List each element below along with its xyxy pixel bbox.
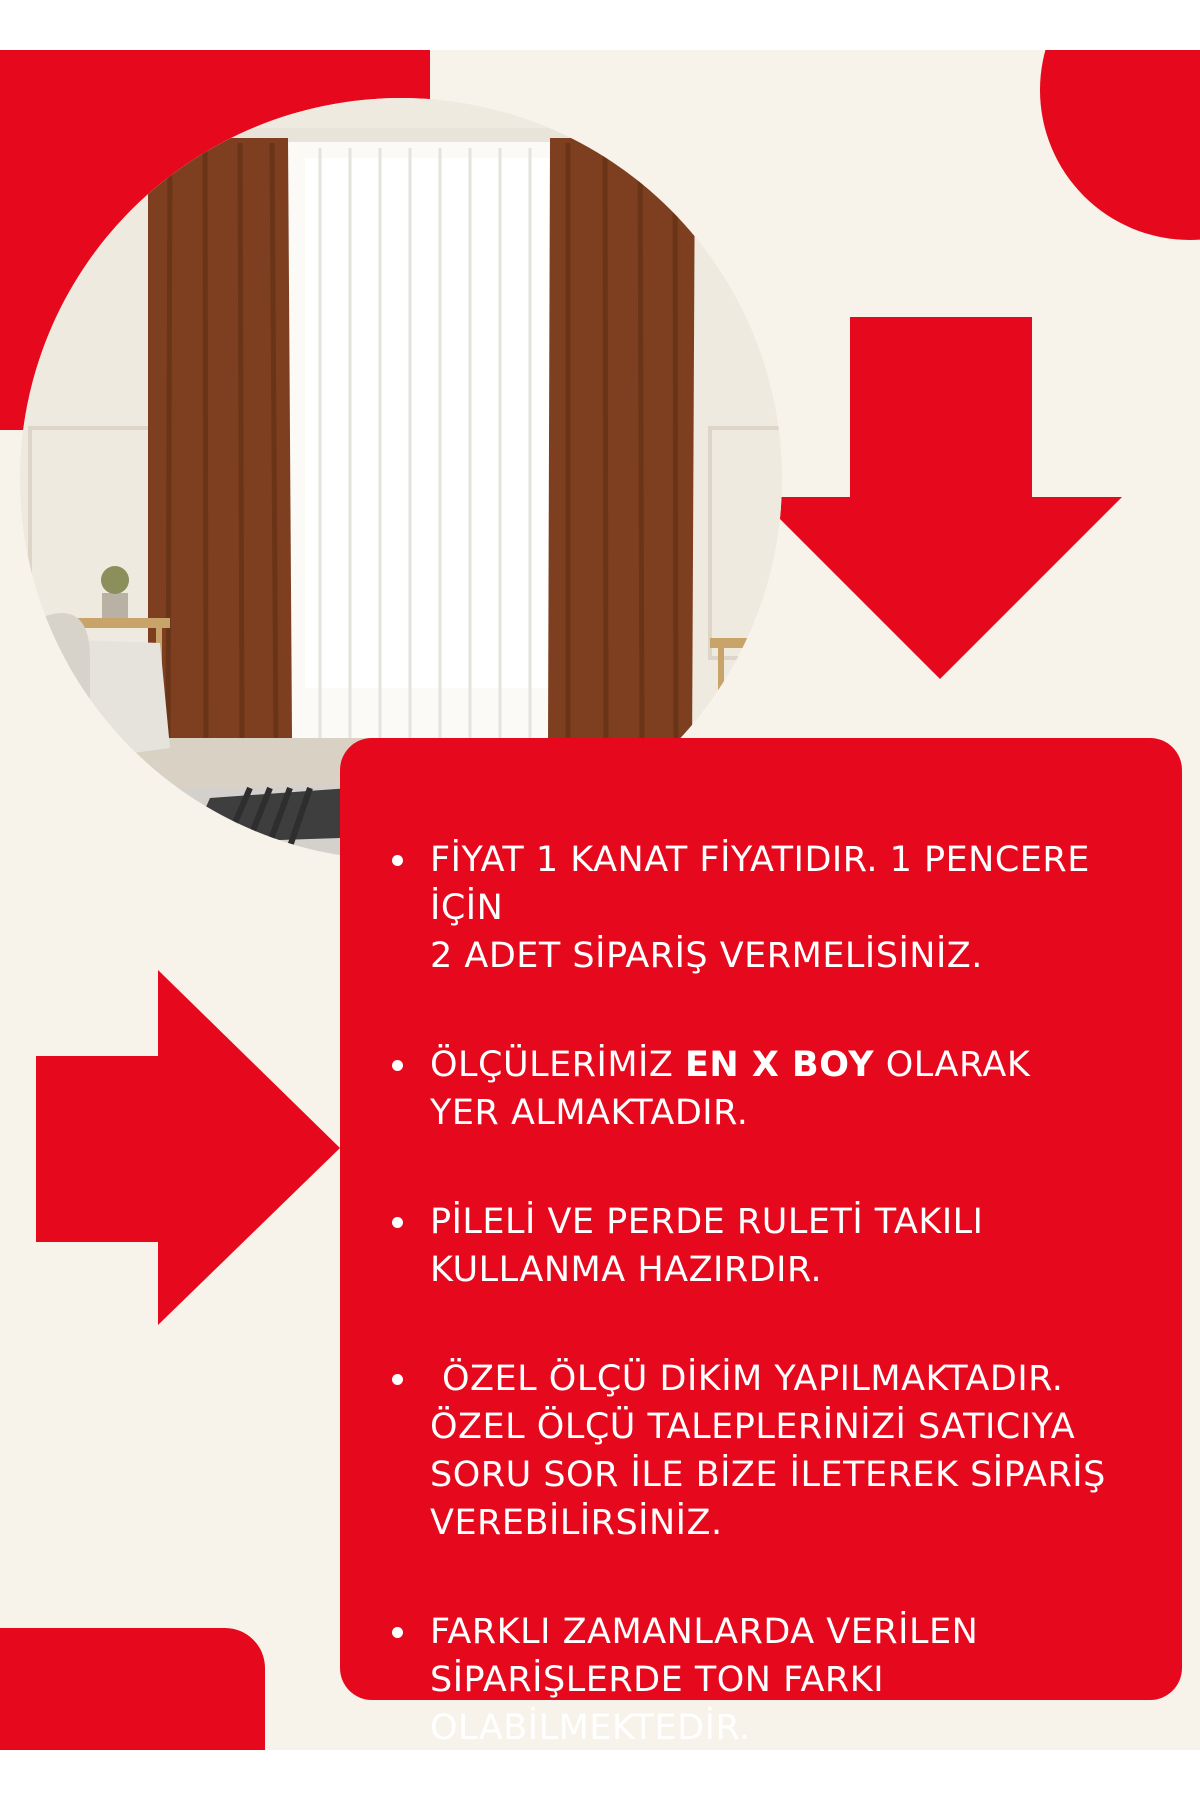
info-text-line — [430, 1041, 1164, 1089]
info-item-price — [392, 836, 1164, 980]
right-curtain — [548, 138, 695, 758]
bullet-icon — [392, 1060, 403, 1071]
info-text-line: ÖZEL ÖLÇÜ TALEPLERİNİZİ SATICIYA — [430, 1407, 1076, 1447]
info-item-custom-size — [392, 1355, 1164, 1547]
info-text-line: SORU SOR İLE BİZE İLETEREK SİPARİŞ — [430, 1455, 1106, 1495]
red-corner-shape-bottom-left — [0, 1628, 265, 1750]
info-text-part: ÖLÇÜLERİMİZ — [430, 1045, 685, 1085]
info-text-line: YER ALMAKTADIR. — [430, 1093, 749, 1133]
info-text-line: KULLANMA HAZIRDIR. — [430, 1250, 823, 1290]
bullet-icon — [392, 1627, 403, 1638]
info-text-line: 2 ADET SİPARİŞ VERMELİSİNİZ. — [430, 936, 983, 976]
info-item-tone — [392, 1608, 1164, 1750]
infographic-canvas — [0, 50, 1200, 1750]
arrow-right-icon — [36, 970, 340, 1325]
bullet-icon — [392, 855, 403, 866]
left-curtain — [148, 138, 292, 758]
info-item-pleats — [392, 1198, 1164, 1294]
info-item-dimensions — [392, 1041, 1164, 1137]
info-text-line: FİYAT 1 KANAT FİYATIDIR. 1 PENCERE İÇİN — [430, 840, 1090, 928]
info-list — [392, 836, 1164, 1750]
red-circle-shape-top-right — [1040, 50, 1200, 240]
info-text-line: OLABİLMEKTEDİR. — [430, 1708, 751, 1748]
bullet-icon — [392, 1374, 403, 1385]
info-text-line: PİLELİ VE PERDE RULETİ TAKILI — [430, 1202, 984, 1242]
arrow-down-icon — [758, 317, 1122, 679]
info-text-line: VEREBİLİRSİNİZ. — [430, 1503, 723, 1543]
info-text-line: ÖZEL ÖLÇÜ DİKİM YAPILMAKTADIR. — [442, 1359, 1064, 1399]
info-text-part: OLARAK — [874, 1045, 1031, 1085]
info-text-line: FARKLI ZAMANLARDA VERİLEN — [430, 1612, 979, 1652]
info-text-bold: EN X BOY — [684, 1045, 875, 1085]
info-text-line: SİPARİŞLERDE TON FARKI — [430, 1660, 885, 1700]
bullet-icon — [392, 1217, 403, 1228]
info-card — [340, 738, 1182, 1748]
